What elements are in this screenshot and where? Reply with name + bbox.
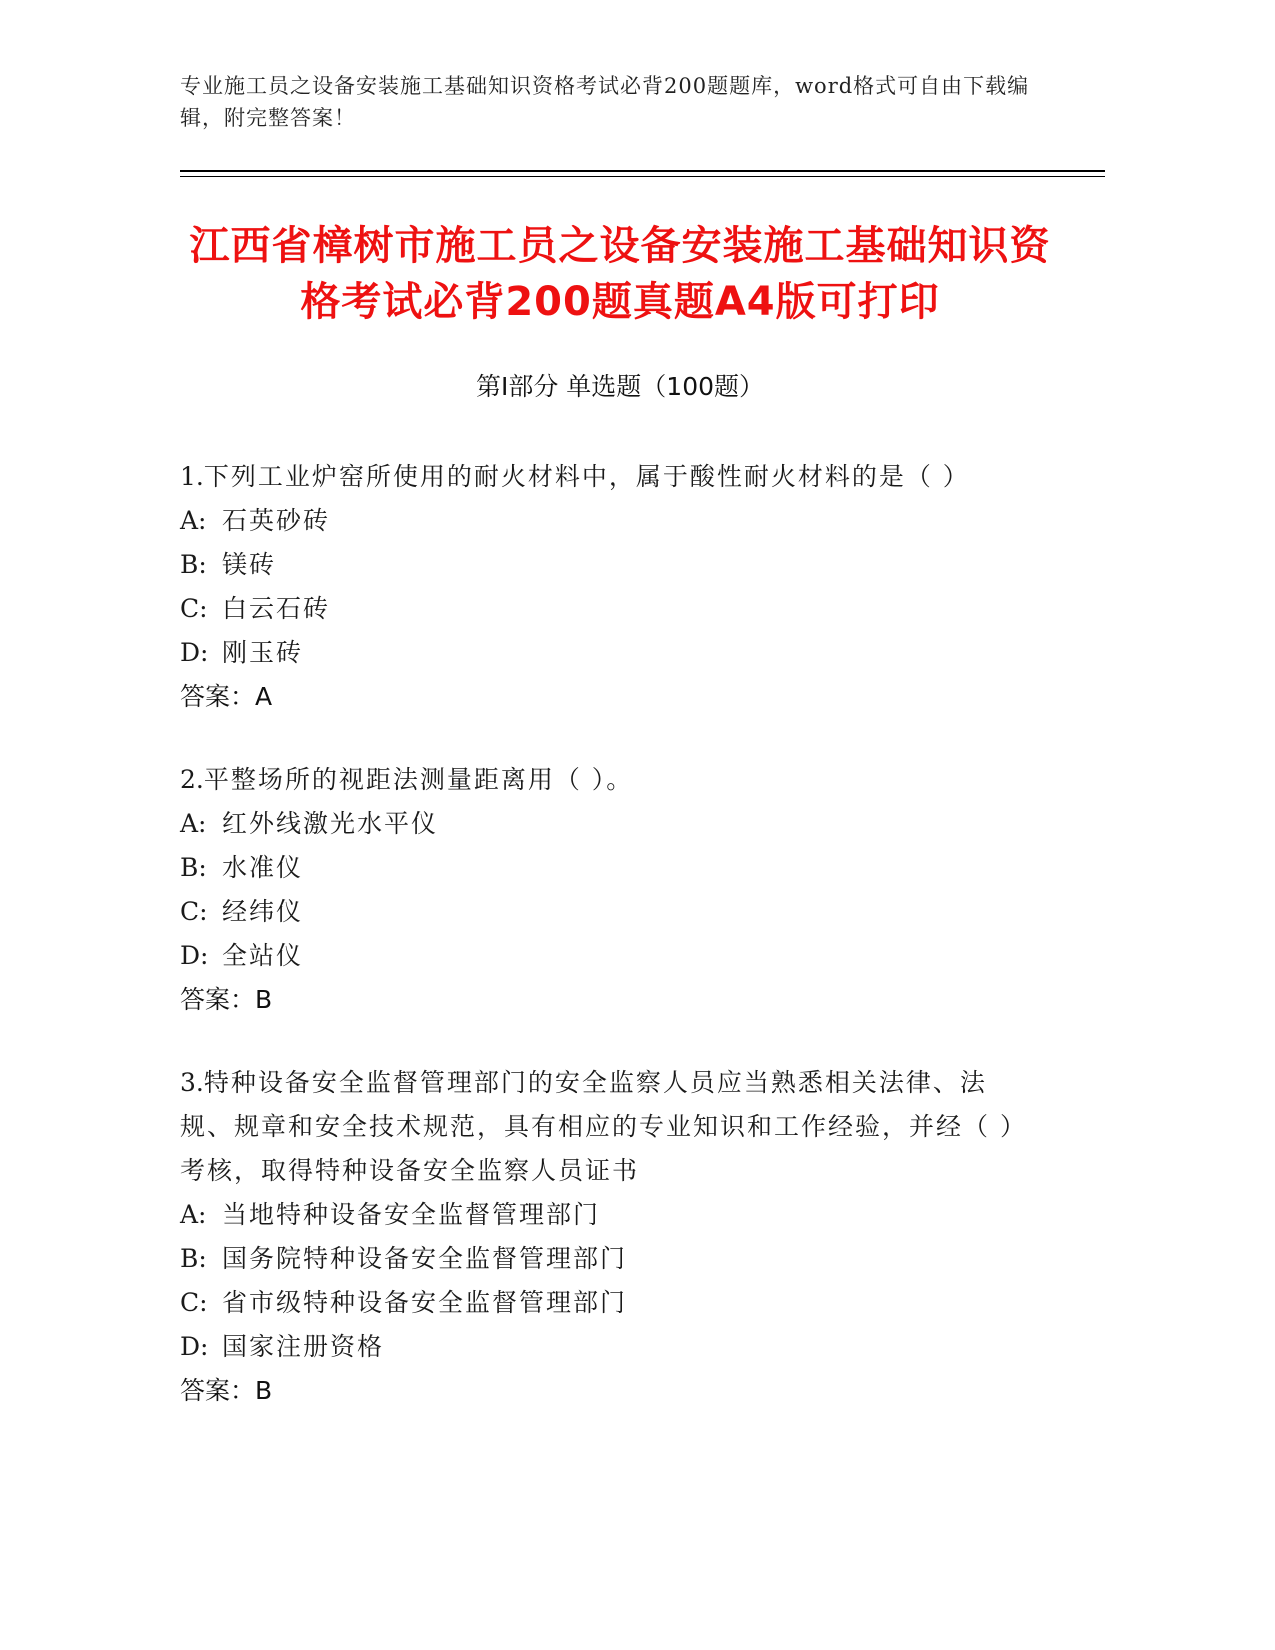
option-letter: A: xyxy=(180,506,207,535)
option-c xyxy=(180,1281,1040,1325)
answer-line: 答案：B xyxy=(180,1376,273,1405)
question-stem xyxy=(180,1061,1040,1193)
option-letter: D: xyxy=(180,638,209,667)
question-text: 特种设备安全监督管理部门的安全监察人员应当熟悉相关法律、法规、规章和安全技术规范，具有相应的专业知识和工作经验，并经（ ）考核，取得特种设备安全监察人员证书 xyxy=(180,1068,1027,1185)
option-text: 经纬仪 xyxy=(222,897,304,926)
option-b xyxy=(180,846,1040,890)
option-letter: B: xyxy=(180,1244,207,1273)
option-text: 水准仪 xyxy=(222,853,304,882)
option-c xyxy=(180,587,1040,631)
option-text: 红外线激光水平仪 xyxy=(222,809,439,838)
option-d xyxy=(180,631,1040,675)
option-letter: B: xyxy=(180,550,207,579)
option-text: 国家注册资格 xyxy=(222,1332,385,1361)
option-d xyxy=(180,934,1040,978)
question-1 xyxy=(180,455,1040,719)
question-number: 3. xyxy=(180,1068,204,1097)
question-text: 下列工业炉窑所使用的耐火材料中，属于酸性耐火材料的是（ ） xyxy=(203,462,970,491)
option-letter: B: xyxy=(180,853,207,882)
question-stem xyxy=(180,758,1040,802)
option-text: 刚玉砖 xyxy=(222,638,304,667)
option-text: 石英砂砖 xyxy=(222,506,331,535)
option-letter: A: xyxy=(180,1200,207,1229)
question-text: 平整场所的视距法测量距离用（ ）。 xyxy=(203,765,634,794)
option-letter: A: xyxy=(180,809,207,838)
answer-line: 答案：A xyxy=(180,682,273,711)
document-title: 江西省樟树市施工员之设备安装施工基础知识资格考试必背200题真题A4版可打印 xyxy=(189,223,1051,325)
option-text: 省市级特种设备安全监督管理部门 xyxy=(222,1288,628,1317)
option-a xyxy=(180,1193,1040,1237)
question-list xyxy=(180,455,1040,1452)
option-text: 镁砖 xyxy=(222,550,277,579)
option-d xyxy=(180,1325,1040,1369)
option-text: 国务院特种设备安全监督管理部门 xyxy=(222,1244,628,1273)
option-b xyxy=(180,1237,1040,1281)
option-text: 当地特种设备安全监督管理部门 xyxy=(222,1200,601,1229)
answer-line: 答案：B xyxy=(180,985,273,1014)
option-text: 全站仪 xyxy=(222,941,304,970)
header-divider-thin xyxy=(180,176,1105,177)
option-b xyxy=(180,543,1040,587)
option-letter: C: xyxy=(180,897,208,926)
option-a xyxy=(180,802,1040,846)
question-2 xyxy=(180,758,1040,1022)
option-c xyxy=(180,890,1040,934)
option-letter: C: xyxy=(180,594,208,623)
question-number: 1. xyxy=(180,462,204,491)
option-letter: D: xyxy=(180,1332,209,1361)
question-stem xyxy=(180,455,1040,499)
header-note: 专业施工员之设备安装施工基础知识资格考试必背200题题库，word格式可自由下载编辑，附完整答案！ xyxy=(180,74,1030,130)
option-letter: C: xyxy=(180,1288,208,1317)
header-divider-thick xyxy=(180,170,1105,172)
section-title: 第Ⅰ部分 单选题（100题） xyxy=(475,372,765,401)
question-number: 2. xyxy=(180,765,204,794)
question-3 xyxy=(180,1061,1040,1413)
option-letter: D: xyxy=(180,941,209,970)
option-a xyxy=(180,499,1040,543)
option-text: 白云石砖 xyxy=(222,594,331,623)
